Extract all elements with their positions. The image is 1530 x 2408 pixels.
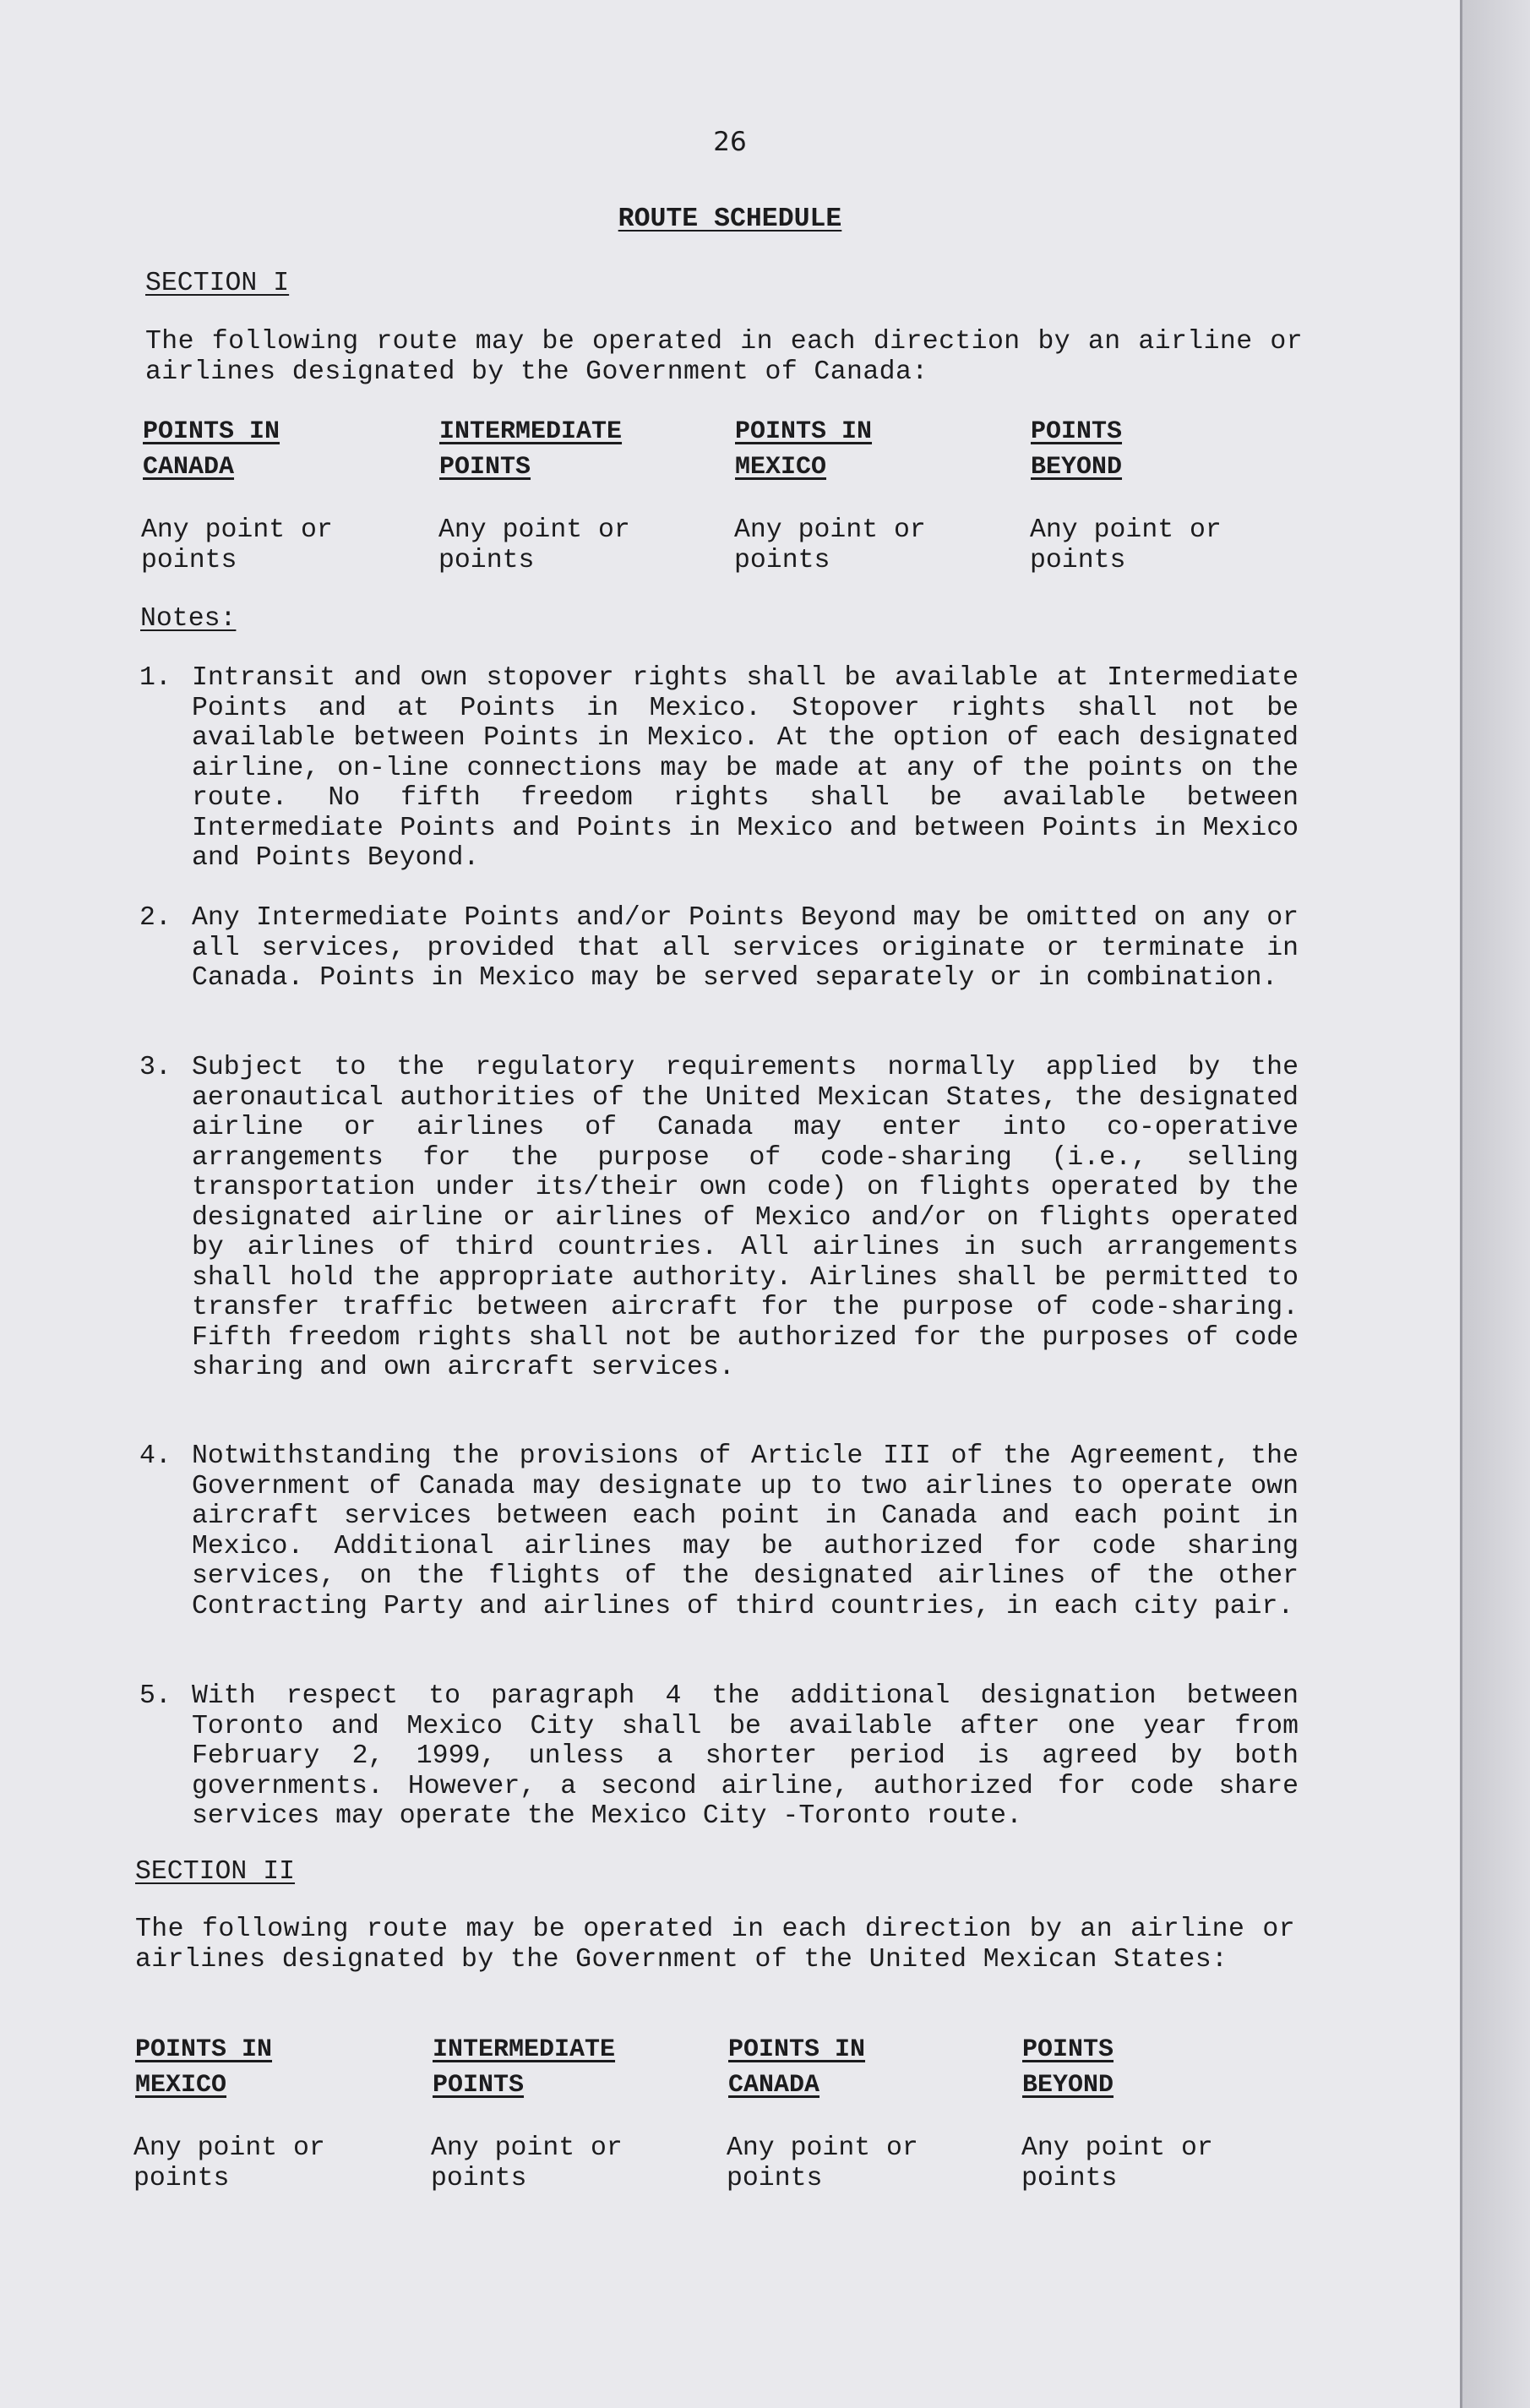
- s2-col-value-2: Any point or points: [431, 2133, 623, 2193]
- s1-col-header-2: INTERMEDIATE POINTS: [439, 417, 623, 482]
- section-2-intro: The following route may be operated in each direction by an airline or airlines designated by the Government of the United Mexican States:: [135, 1915, 1295, 1975]
- s1-col-header-4: POINTS BEYOND: [1031, 417, 1123, 482]
- s2-col-header-2: INTERMEDIATE POINTS: [433, 2035, 616, 2100]
- s1-col-value-4: Any point or points: [1030, 515, 1222, 575]
- s2-col-value-1: Any point or points: [133, 2133, 325, 2193]
- note-number: 4.: [139, 1441, 172, 1471]
- note-text: Intransit and own stopover rights shall be available at Intermediate Points and at Points in Mexico. Stopover rights shall not be available between Points in Mexico. At the option of each designated airline, on-line connections may be made at any of the points on the route. No fifth freedom rights shall be available between Intermediate Points and Points in Mexico and between Points in Mexico and Points Beyond.: [192, 663, 1299, 873]
- section-2-heading: SECTION II: [135, 1857, 296, 1887]
- note-number: 1.: [139, 663, 172, 693]
- note-text: Subject to the regulatory requirements normally applied by the aeronautical authorities of the United Mexican States, the designated airline or airlines of Canada may enter into co-operative arrangements for the purpose of code-sharing (i.e., selling transportation under its/their own code) on flights operated by the designated airline or airlines of Mexico and/or on flights operated by airlines of third countries. All airlines in such arrangements shall hold the appropriate authority. Airlines shall be permitted to transfer traffic between aircraft for the purpose of code-sharing. Fifth freedom rights shall not be authorized for the purposes of code sharing and own aircraft services.: [192, 1053, 1299, 1382]
- s1-col-header-3: POINTS IN MEXICO: [735, 417, 873, 482]
- note-text: With respect to paragraph 4 the additional designation between Toronto and Mexico City shall be available after one year from February 2, 1999, unless a shorter period is agreed by both governments. However, a second airline, authorized for code share services may operate the Mexico City -Toronto route.: [192, 1681, 1299, 1831]
- note-number: 5.: [139, 1681, 172, 1711]
- section-1-heading: SECTION I: [145, 269, 290, 298]
- note-text: Notwithstanding the provisions of Article III of the Agreement, the Government of Canada may designate up to two airlines to operate own aircraft services between each point in Canada and each point in Mexico. Additional airlines may be authorized for code sharing services, on the flights of the designated airlines of the other Contracting Party and airlines of third countries, in each city pair.: [192, 1441, 1299, 1621]
- page-edge: [1462, 0, 1530, 2408]
- s2-col-header-3: POINTS IN CANADA: [728, 2035, 866, 2100]
- note-number: 3.: [139, 1053, 172, 1082]
- s1-col-value-3: Any point or points: [734, 515, 926, 575]
- section-1-intro: The following route may be operated in each direction by an airline or airlines designated by the Government of Canada:: [145, 327, 1303, 387]
- s1-col-header-1: POINTS IN CANADA: [143, 417, 280, 482]
- s2-col-value-3: Any point or points: [727, 2133, 918, 2193]
- note-number: 2.: [139, 903, 172, 933]
- s2-col-value-4: Any point or points: [1021, 2133, 1213, 2193]
- s1-col-value-2: Any point or points: [438, 515, 630, 575]
- route-schedule-title: ROUTE SCHEDULE: [618, 204, 842, 234]
- s1-col-value-1: Any point or points: [141, 515, 333, 575]
- note-text: Any Intermediate Points and/or Points Beyond may be omitted on any or all services, provided that all services originate or terminate in Canada. Points in Mexico may be served separately or in combination.: [192, 903, 1299, 993]
- s2-col-header-1: POINTS IN MEXICO: [135, 2035, 273, 2100]
- page-number: 26: [713, 127, 747, 157]
- page-title: [0, 204, 1460, 234]
- s2-col-header-4: POINTS BEYOND: [1022, 2035, 1114, 2100]
- notes-label: Notes:: [140, 604, 237, 634]
